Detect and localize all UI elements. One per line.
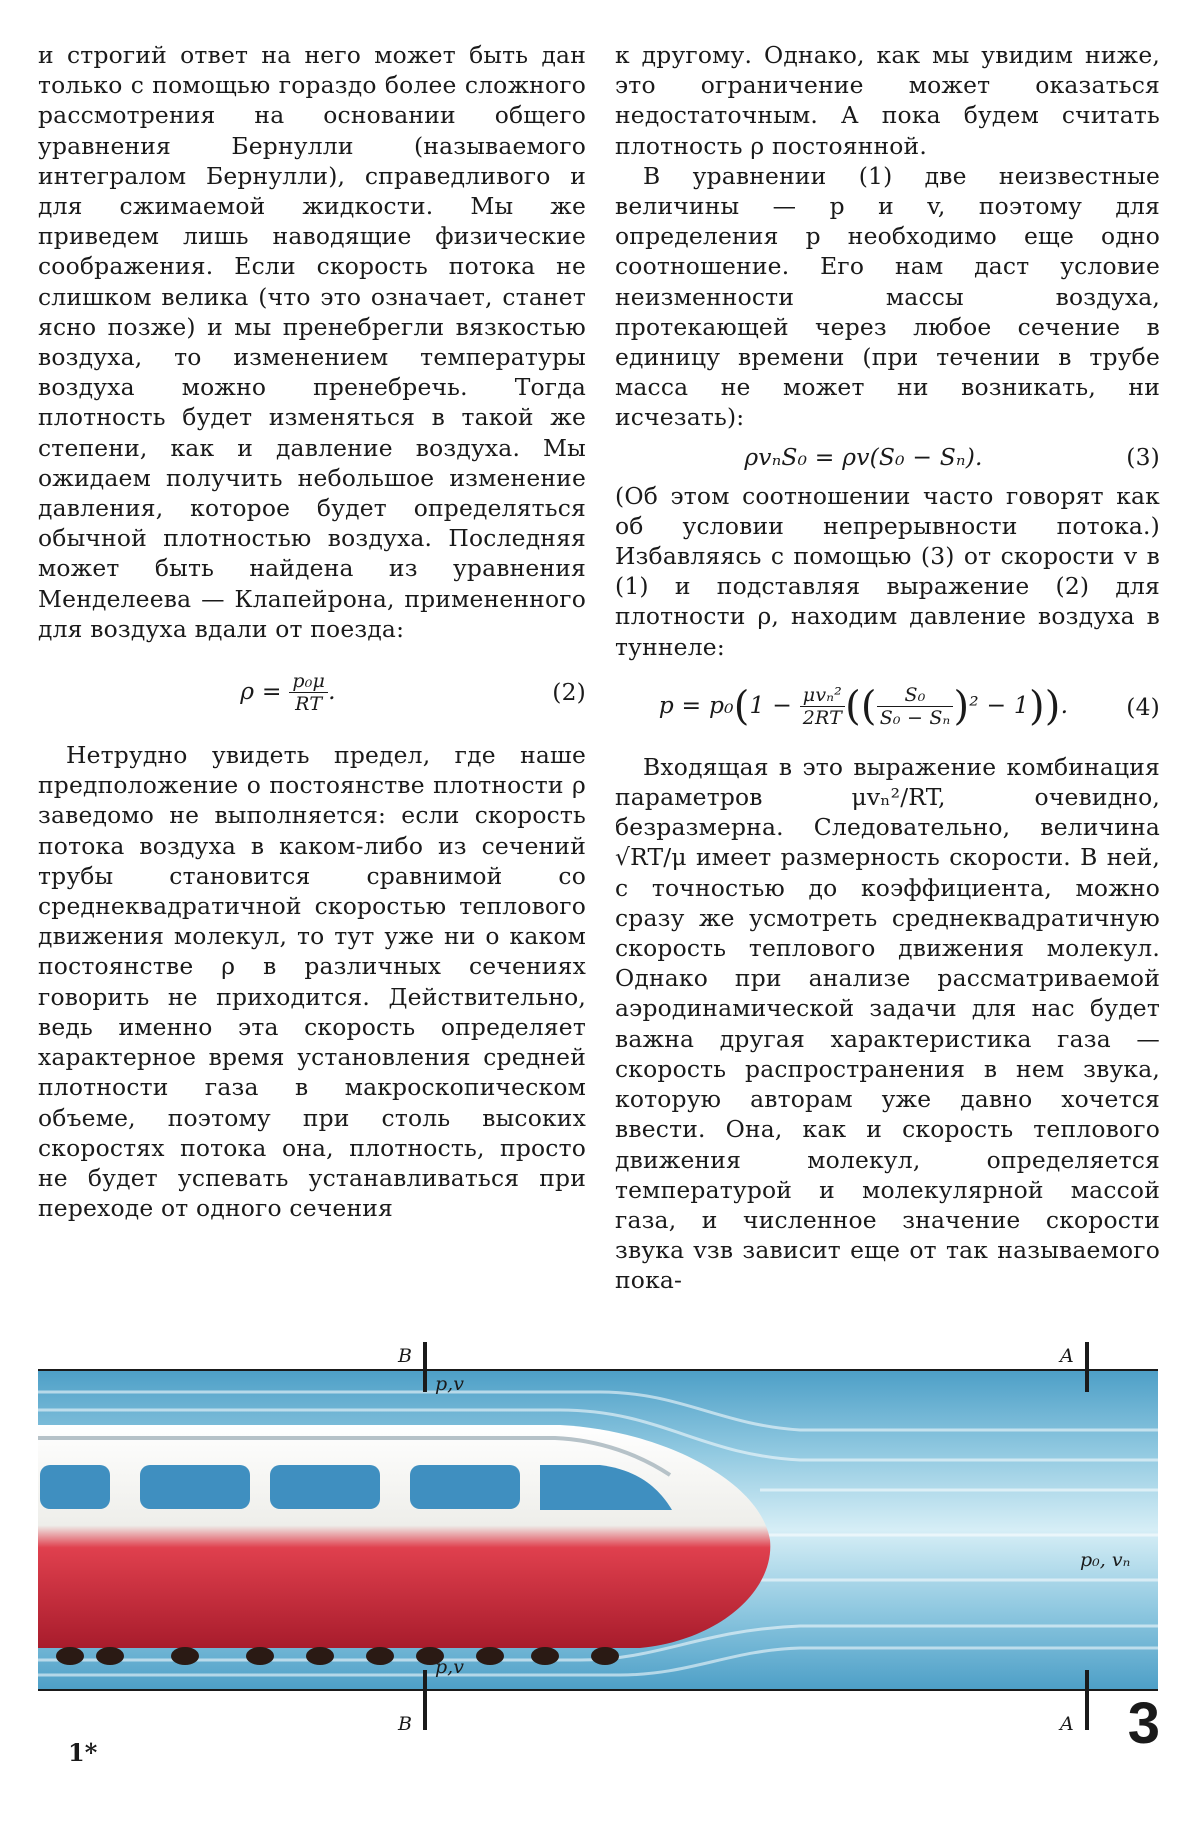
equation-2-denominator: RT (295, 692, 323, 715)
equation-2-lhs: ρ = (240, 676, 282, 705)
train (38, 1425, 770, 1665)
train-window-3 (270, 1465, 380, 1509)
equation-4-body: p = p₀(1 − $\frac{\text{μvₙ²}}{2RT}$ (( $\frac{\text{S₀}}{\text{S₀ − Sₙ}}$ )² − 1)). (658, 683, 1069, 730)
tunnel-train-illustration (0, 1330, 1200, 1750)
equation-4-area-denominator: S₀ − Sₙ (879, 707, 951, 730)
label-A-bottom: A (1060, 1713, 1074, 1735)
right-paragraph-1: к другому. Однако, как мы увидим ниже, это ограничение может оказаться недостаточным. А пока будем считать плотность ρ постоянной. (615, 41, 1160, 160)
equation-4-one: 1 − (749, 691, 793, 720)
right-column (615, 40, 1160, 1296)
equation-2-number: (2) (552, 677, 586, 706)
train-body (38, 1425, 770, 1648)
page-number: 3 (1127, 1691, 1160, 1756)
equation-3-body: ρvₙS₀ = ρv(S₀ − Sₙ). (744, 442, 983, 471)
equation-2-tail: . (328, 676, 336, 705)
equation-4-denominator: 2RT (802, 707, 843, 730)
right-paragraph-3: (Об этом соотношении часто говорят как об условии непрерывности потока.) Избавляясь с помощью (3) от скорости v в (1) и подставляя выражение (2) для плотности ρ, находим давление воздуха в туннеле: (615, 481, 1160, 661)
label-pv-bottom: p,v (435, 1656, 464, 1678)
equation-3 (615, 433, 1160, 481)
equation-4-lhs: p = p₀ (658, 691, 734, 720)
equation-4-number: (4) (1126, 692, 1160, 721)
equation-2-fraction (289, 670, 328, 715)
right-paragraph-4: Входящая в это выражение комбинация параметров μvₙ²/RT, очевидно, безразмерна. Следовательно, величина √RT/μ имеет размерность скорости. В ней, с точностью до коэффициента, можно сразу же усмотреть среднеквадратичную скорость теплового движения молекул. Однако при анализе рассматриваемой аэродинамической задачи для нас будет важна другая характеристика газа — скорость распространения в нем звука, которую авторам уже давно хочется ввести. Она, как и скорость теплового движения молекул, определяется температурой и молекулярной массой газа, и численное значение скорости звука vзв зависит еще от так называемого пока- (615, 752, 1160, 1295)
tunnel-train-figure (0, 1330, 1200, 1750)
equation-2 (38, 644, 586, 740)
equation-4 (615, 662, 1160, 752)
equation-2-body (38, 670, 538, 715)
label-p0-vn: p₀, vₙ (1080, 1549, 1131, 1571)
train-window-2 (140, 1465, 250, 1509)
equation-3-number: (3) (1126, 442, 1160, 471)
left-column (38, 40, 586, 1223)
label-B-bottom: B (398, 1713, 412, 1735)
train-window-1 (40, 1465, 110, 1509)
equation-4-numerator: μvₙ² (800, 684, 845, 707)
left-paragraph-2: Нетрудно увидеть предел, где наше предположение о постоянстве плотности ρ заведомо не выполняется: если скорость потока воздуха в каком-либо из сечений трубы становится сравнимой со среднеквадратичной скоростью теплового движения молекул, то тут уже ни о каком постоянстве ρ в различных сечениях говорить не приходится. Действительно, ведь именно эта скорость определяет характерное время установления средней плотности газа в макроскопическом объеме, поэтому при столь высоких скоростях потока она, плотность, просто не будет успевать устанавливаться при переходе от одного сечения (38, 741, 586, 1223)
equation-4-area-numerator: S₀ (877, 684, 954, 707)
equation-4-fraction (800, 684, 845, 729)
left-paragraph-1: и строгий ответ на него может быть дан только с помощью гораздо более сложного рассмотрения на основании общего уравнения Бернулли (называемого интегралом Бернулли), справедливого и для сжимаемой жидкости. Мы же приведем лишь наводящие физические соображения. Если скорость потока не слишком велика (что это означает, станет ясно позже) и мы пренебрегли вязкостью воздуха, то изменением температуры воздуха можно пренебречь. Тогда плотность будет изменяться в такой же степени, как и давление воздуха. Мы ожидаем получить небольшое изменение давления, которое будет определяться обычной плотностью воздуха. Последняя может быть найдена из уравнения Менделеева — Клапейрона, примененного для воздуха вдали от поезда: (38, 41, 586, 643)
equation-2-numerator: p₀μ (289, 670, 328, 693)
label-pv-top: p,v (435, 1373, 464, 1395)
signature-mark: 1* (68, 1738, 98, 1767)
label-B-top: B (398, 1345, 412, 1367)
equation-4-end: . (1060, 691, 1069, 720)
right-paragraph-2: В уравнении (1) две неизвестные величины — p и v, поэтому для определения p необходимо еще одно соотношение. Его нам даст условие неизменности массы воздуха, протекающей через любое сечение в единицу времени (при течении в трубе масса не может ни возникать, ни исчезать): (615, 161, 1160, 432)
equation-4-area-ratio (877, 684, 954, 729)
train-window-4 (410, 1465, 520, 1509)
equation-4-tail: ² − 1 (969, 691, 1029, 720)
label-A-top: A (1060, 1345, 1074, 1367)
